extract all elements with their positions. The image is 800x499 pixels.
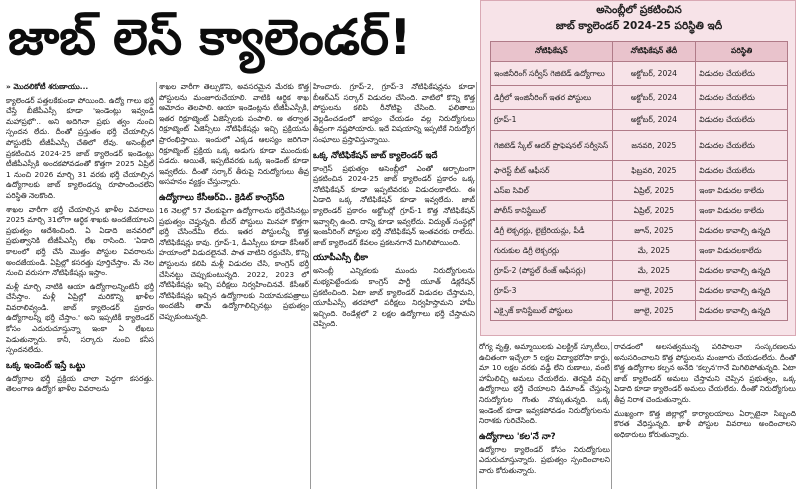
notification-cell: డిగ్రీ లెక్చరర్లు, లైబ్రేరియన్లు, పీడీ bbox=[491, 221, 613, 241]
status-cell: ఇంకా విడుదలకాలేదు bbox=[696, 241, 788, 261]
date-cell: జనవరి, 2025 bbox=[612, 131, 696, 161]
column-divider bbox=[156, 82, 157, 489]
subheading: ఒక్క నోటిఫికేషన్ జాబ్ క్యాలెండర్ ఇదే bbox=[313, 150, 438, 161]
date-cell: అక్టోబర్, 2024 bbox=[612, 86, 696, 110]
date-cell: అక్టోబర్, 2024 bbox=[612, 62, 696, 86]
article-column-2 bbox=[159, 82, 309, 496]
table-row bbox=[491, 221, 788, 241]
date-cell: జూన్, 2025 bbox=[612, 221, 696, 241]
article-column-5 bbox=[614, 342, 796, 496]
paragraph: మళ్లీ మార్చి నాటికి ఆయా ఉద్యోగాలన్నింటినీ భర్తీ చేసేస్తాం. మళ్లీ ఏప్రిల్లో మరికొన్ని ఖాళీల వివరాలివ్వండి. జాబ్ క్యాలెండర్ ప్రకారం ఉద్యోగాలన్నీ భర్తీ చేస్తాం.' అని ఇప్పటికీ క్యాలెండర్ కోసం ఎదురుచూస్తున్నా ఇంకా ఏ లేఖలు పెడుతున్నారు. కానీ, సర్కారు నుంచి కనీస స్పందనలేదు. bbox=[6, 281, 154, 355]
table-row bbox=[491, 110, 788, 131]
job-calendar-table bbox=[490, 41, 788, 321]
subheading: ఉద్యోగాలు 'కల'నే నా? bbox=[479, 431, 556, 442]
table-row bbox=[491, 62, 788, 86]
table-row bbox=[491, 86, 788, 110]
date-cell: జూలై, 2025 bbox=[612, 281, 696, 301]
date-cell: ఏప్రిల్, 2025 bbox=[612, 201, 696, 221]
column-header-notification: నోటిఫికేషన్ bbox=[491, 42, 613, 62]
status-cell: విడుదల చేయలేదు bbox=[696, 86, 788, 110]
notification-cell: ఎస్ఐ సివిల్ bbox=[491, 181, 613, 201]
status-cell: విడుదల చేయలేదు bbox=[696, 161, 788, 181]
notification-cell: ఫారెస్ట్ బీట్ ఆఫీసర్ bbox=[491, 161, 613, 181]
paragraph: శాఖల వారీగా తెల్సుకొని, అవసరమైన మేరకు కొత్త పోస్టులను మంజూరుచేయాలి. వాటికి ఆర్థిక శాఖ ఆమోదం తెలపాలి. ఆయా ఇండెంట్లను టీజీపీఎస్సీకి, ఇతర రిక్రూట్మెంట్ ఏజెన్సీలకు పంపాలి. ఆ తర్వాత రిక్రూట్మెంట్ ఏజెన్సీలు నోటిఫికేషన్లు ఇచ్చి ప్రక్రియను ప్రారంభిస్తాయి. ఇందులో ఎక్కడ ఆలస్యం జరిగినా రిక్రూట్మెంట్ ప్రక్రియ ఒక్క అడుగు కూడా ముందుకు పడదు. అయితే, ఇప్పటివరకు ఒక్క ఇండెంట్ కూడా ఇవ్వలేదు. దీంతో సర్కార్ తీరుపై నిరుద్యోగులు తీవ్ర అసహనం వ్యక్తం చేస్తున్నారు. bbox=[159, 82, 309, 187]
job-calendar-status-box bbox=[480, 0, 796, 336]
paragraph: హించారు. గ్రూప్-2, గ్రూప్-3 నోటిఫికేషన్లను కూడా బీఆర్ఎస్ సర్కార్ విడుదల చేసింది. వాటిలో కొన్ని కొత్త పోస్టులను కలిపి రీనోటిఫై చేసింది. ఫలితాలు వెల్లడించడంలో జాప్యం చేయడం వల్ల నిరుద్యోగులు తీవ్రంగా నష్టపోయారు. ఇదే విషయాన్ని ఇప్పటికే నిరుద్యోగ సంఘాలు ప్రస్తావిస్తున్నాయి. bbox=[313, 82, 475, 144]
paragraph: రావడంలో అలసత్వమున్న పరిపాలనా సంస్కరణలను అనుసరించాలని కొత్త పోస్టులను మంజూరు చేయడంలేదు. దీంతో కొత్త ఉద్యోగాల కల్పన అనేది 'కల్పన'గానే మిగిలిపోతున్నది. ఏటా జాబ్ క్యాలెండర్ అమలు చేస్తామని చెప్పిన ప్రభుత్వం, ఒక్క ఏడాది కూడా క్యాలెండర్ అమలు చేయలేదు. దీంతో నిరుద్యోగులు తీవ్ర నిరాశ చెందుతున్నారు. bbox=[614, 342, 796, 404]
table-row bbox=[491, 201, 788, 221]
status-cell: విడుదల కావాల్సి ఉన్నది bbox=[696, 261, 788, 281]
subheading: ఒక్క ఇండెంట్ ఇస్తే ఒట్టు bbox=[6, 360, 86, 371]
box-title-line-1: అసెంబ్లీలో ప్రకటించిన bbox=[596, 4, 682, 16]
table-row bbox=[491, 281, 788, 301]
paragraph: ఉద్యోగాల భర్తీ ప్రక్రియ చాలా పెద్దగా కసరత్తు. తెలంగాణ ఉద్యోగ ఖాళీల వివరాలను bbox=[6, 373, 154, 394]
date-cell: మే, 2025 bbox=[612, 241, 696, 261]
paragraph: రోగ్య వృత్తి, అమ్మాయిలకు ఎలక్ట్రిక్ స్కూటీలు, ఉచితంగా ఇచ్చేలా 5 లక్షల విద్యాభరోసా కార్డు, మా 10 లక్షల వరకు వడ్డీ లేని రుణాలు, వంటి హామీలిచ్చి అమలు చేయలేదు. తెరపైకి వచ్చి ఉద్యోగాలు భర్తీ చేయాలని డిమాండ్ చేస్తున్న నిరుద్యోగుల గొంతు నొక్కుతున్నది. ఒక్క ఇండెంట్ కూడా ఇవ్వకపోవడం నిరుద్యోగులను నిరాశకు గురిచేసింది. bbox=[479, 342, 610, 426]
status-cell: ఇంకా విడుదల కాలేదు bbox=[696, 201, 788, 221]
article-column-1 bbox=[6, 82, 154, 496]
paragraph: ఉద్యోగాల క్యాలెండర్ కోసం నిరుద్యోగులు ఎదురుచూస్తున్నారు. ప్రభుత్వం స్పందించాలని వారు కోరుతున్నారు. bbox=[479, 444, 610, 475]
date-cell: జూలై, 2025 bbox=[612, 301, 696, 321]
date-cell: మే, 2025 bbox=[612, 261, 696, 281]
date-cell: ఫిబ్రవరి, 2025 bbox=[612, 161, 696, 181]
column-divider bbox=[310, 82, 311, 489]
paragraph: అసెంబ్లీ ఎన్నికలకు ముందు నిరుద్యోగులను మభ్యపెట్టేందుకు కాంగ్రెస్ పార్టీ యూత్ డిక్లరేషన్ ప్రకటించింది. ఏటా జాబ్ క్యాలెండర్ విడుదల చేస్తామని, యూపీఎస్సీ తరహాలో పరీక్షలు నిర్వహిస్తామని హామీ ఇచ్చింది. రెండేళ్లలో 2 లక్షల ఉద్యోగాలు భర్తీ చేస్తామని చెప్పింది. bbox=[313, 266, 475, 329]
intro-kicker: » మొదలికోటీ శరుణాయు... bbox=[6, 82, 89, 91]
headline: జాబ్ లెస్ క్యాలెండర్! bbox=[8, 9, 412, 66]
table-header-row bbox=[491, 42, 788, 62]
table-row bbox=[491, 301, 788, 321]
paragraph: 16 నెలల్లో 57 వేలకుపైగా ఉద్యోగాలను భర్తీచేసినట్లు ప్రభుత్వం చెప్తున్నది. టీచర్ పోస్టులు మినహా కొత్తగా భర్తీ చేసిందేమీ లేదు. ఇతర పోస్టులన్నీ కొత్త నోటిఫికేషన్లు కావు. గ్రూప్-1, డీఎస్సీలు కూడా కేసీఆర్ హయాంలో విడుదలైనవే. పాత వాటిని రద్దుచేసి, కొన్ని పోస్టులను కలిపి మళ్లీ విడుదల చేసి, కాంగ్రెస్ భర్తీ చేసినట్టు చెప్పుకుంటున్నది. 2022, 2023 లో నోటిఫికేషన్లు ఇచ్చి పరీక్షలు నిర్వహించినవే. కేసీఆర్ నోటిఫికేషన్లు ఇచ్చిన ఉద్యోగాలకు నియామకపత్రాలు అందజేసి తామే ఉద్యోగాలిచ్చినట్లు ప్రభుత్వం చెప్పుకుంటున్నది. bbox=[159, 205, 309, 321]
paragraph: క్యాలెండర్ పత్తలకేకుండా పోయింది. ఉద్యో గాలు భర్తీ చేస్తే బీజేపీఎస్సీ కూడా 'ఇండెంట్లు ఇవ్వండి మహాప్రభో'.. అని అదిగినా ప్రభు త్వం నుంచి స్పందన లేదు. దీంతో ప్రస్తుతం భర్తీ చేయాల్సిన పోస్టులేవీ టీజీపీఎస్సీ చేతిలో లేవు. అసెంబ్లీలో ప్రకటించిన 2024-25 జాబ్ క్యాలెండర్ ఇండెంట్లు టీజీపీఎస్సీకి అందకపోవడంతో కొత్తగా 2025 ఏప్రిల్ 1 నుంచి 2026 మార్చి 31 వరకు భర్తీ చేయాల్సిన ఉద్యోగాలకు జాబ్ క్యాలెండర్ను రూపొందించలేని పరిస్థితి నెలకొంది. bbox=[6, 95, 154, 200]
status-cell: విడుదల కావాల్సి ఉన్నది bbox=[696, 221, 788, 241]
column-divider bbox=[476, 82, 477, 489]
table-row bbox=[491, 261, 788, 281]
status-cell: విడుదల చేయలేదు bbox=[696, 131, 788, 161]
paragraph: కాంగ్రెస్ ప్రభుత్వం అసెంబ్లీలో ఎంతో ఆర్భాటంగా ప్రకటించిన 2024-25 జాబ్ క్యాలెండర్ ప్రకారం ఒక్క నోటిఫికేషన్ కూడా ఇప్పటివరకు విడుదలకాలేదు. ఈ ఏడాది ఒక్క నోటిఫికేషన్ కూడా ఇవ్వలేదు. జాబ్ క్యాలెండర్ ప్రకారం అక్టోబర్లో గ్రూప్-1 కొత్త నోటిఫికేషన్ ఇవ్వాల్సి ఉంది. దాన్ని కూడా ఇవ్వలేదు. విద్యుత్ సంస్థల్లో ఇంజనీరింగ్ పోస్టుల భర్తీ నోటిఫికేషన్ ఇంతవరకు రాలేదు. జాబ్ క్యాలెండర్ కేవలం ప్రకటనగానే మిగిలిపోయింది. bbox=[313, 163, 475, 247]
status-cell: విడుదల కావాల్సి ఉన్నది bbox=[696, 301, 788, 321]
notification-cell: ఇంజినీరింగ్ సర్వీస్ గెజిటెడ్ ఉద్యోగాలు bbox=[491, 62, 613, 86]
date-cell: అక్టోబర్, 2024 bbox=[612, 110, 696, 131]
article-column-4 bbox=[479, 342, 610, 496]
status-cell: విడుదల చేయలేదు bbox=[696, 110, 788, 131]
paragraph: శాఖల వారీగా భర్తీ చేయాల్సిన ఖాళీల వివరాలు 2025 మార్చి 31లోగా ఆర్థిక శాఖకు అందజేయాలని ప్రభుత్వం ఆదేశించింది. ఏ ఏడాది జనవరిలో ప్రభుత్వానికి టీజీపీఎస్సీ లేఖ రాసింది. 'ఏడాది కాలంలో భర్తీ చేసే మొత్తం పోస్టుల వివరాలను అందజేయండి. ఏప్రిల్లో కసరత్తు పూర్తిచేస్తాం. మే నెల నుంచి వరుసగా నోటిఫికేషన్లు ఇస్తాం. bbox=[6, 204, 154, 278]
notification-cell: గ్రూప్-1 bbox=[491, 110, 613, 131]
column-header-status: పరిస్థితి bbox=[696, 42, 788, 62]
table-row bbox=[491, 181, 788, 201]
status-cell: ఇంకా విడుదల కాలేదు bbox=[696, 181, 788, 201]
notification-cell: గురుకుల డిగ్రీ లెక్చరర్లు bbox=[491, 241, 613, 261]
article-column-3 bbox=[313, 82, 475, 496]
paragraph: ముఖ్యంగా కొత్త జిల్లాల్లో కార్యాలయాలు ఏర్పాటైనా సిబ్బంది కొరత వేధిస్తున్నది. ఖాళీ పోస్టుల వివరాలు అందించాలని అధికారులు కోరుతున్నారు. bbox=[614, 408, 796, 439]
subheading: యూపీఎస్సీ భీకా bbox=[313, 253, 368, 264]
notification-cell: డిగ్రీలో ఇంజినీరింగ్ ఇతర పోస్టులు bbox=[491, 86, 613, 110]
notification-cell: ఎక్సైజ్ కానిస్టేబుల్ పోస్టులు bbox=[491, 301, 613, 321]
date-cell: ఏప్రిల్, 2025 bbox=[612, 181, 696, 201]
notification-cell: గెజిటెడ్ స్కేల్ ఆదర్ ప్రొఫెషనల్ సర్వీసెస్ bbox=[491, 131, 613, 161]
table-row bbox=[491, 131, 788, 161]
subheading: ఉద్యోగాలు కేసీఆర్‌వి.. క్రెడిట్ కాంగ్రెస్‌ది bbox=[159, 192, 285, 203]
status-cell: విడుదల చేయలేదు bbox=[696, 62, 788, 86]
table-row bbox=[491, 241, 788, 261]
column-divider bbox=[611, 342, 612, 489]
notification-cell: పోలీస్ కానిస్టేబుల్ bbox=[491, 201, 613, 221]
column-header-date: నోటిఫికేషన్ తేదీ bbox=[612, 42, 696, 62]
notification-cell: గ్రూప్-2 (పోస్టల్ రేంజ్ ఆఫీసర్లు) bbox=[491, 261, 613, 281]
notification-cell: గ్రూప్-3 bbox=[491, 281, 613, 301]
box-title-line-2: జాబ్ క్యాలెండర్ 2024-25 పరిస్థితి ఇదీ bbox=[555, 20, 723, 32]
table-row bbox=[491, 161, 788, 181]
status-cell: విడుదల కావాల్సి ఉన్నది bbox=[696, 281, 788, 301]
